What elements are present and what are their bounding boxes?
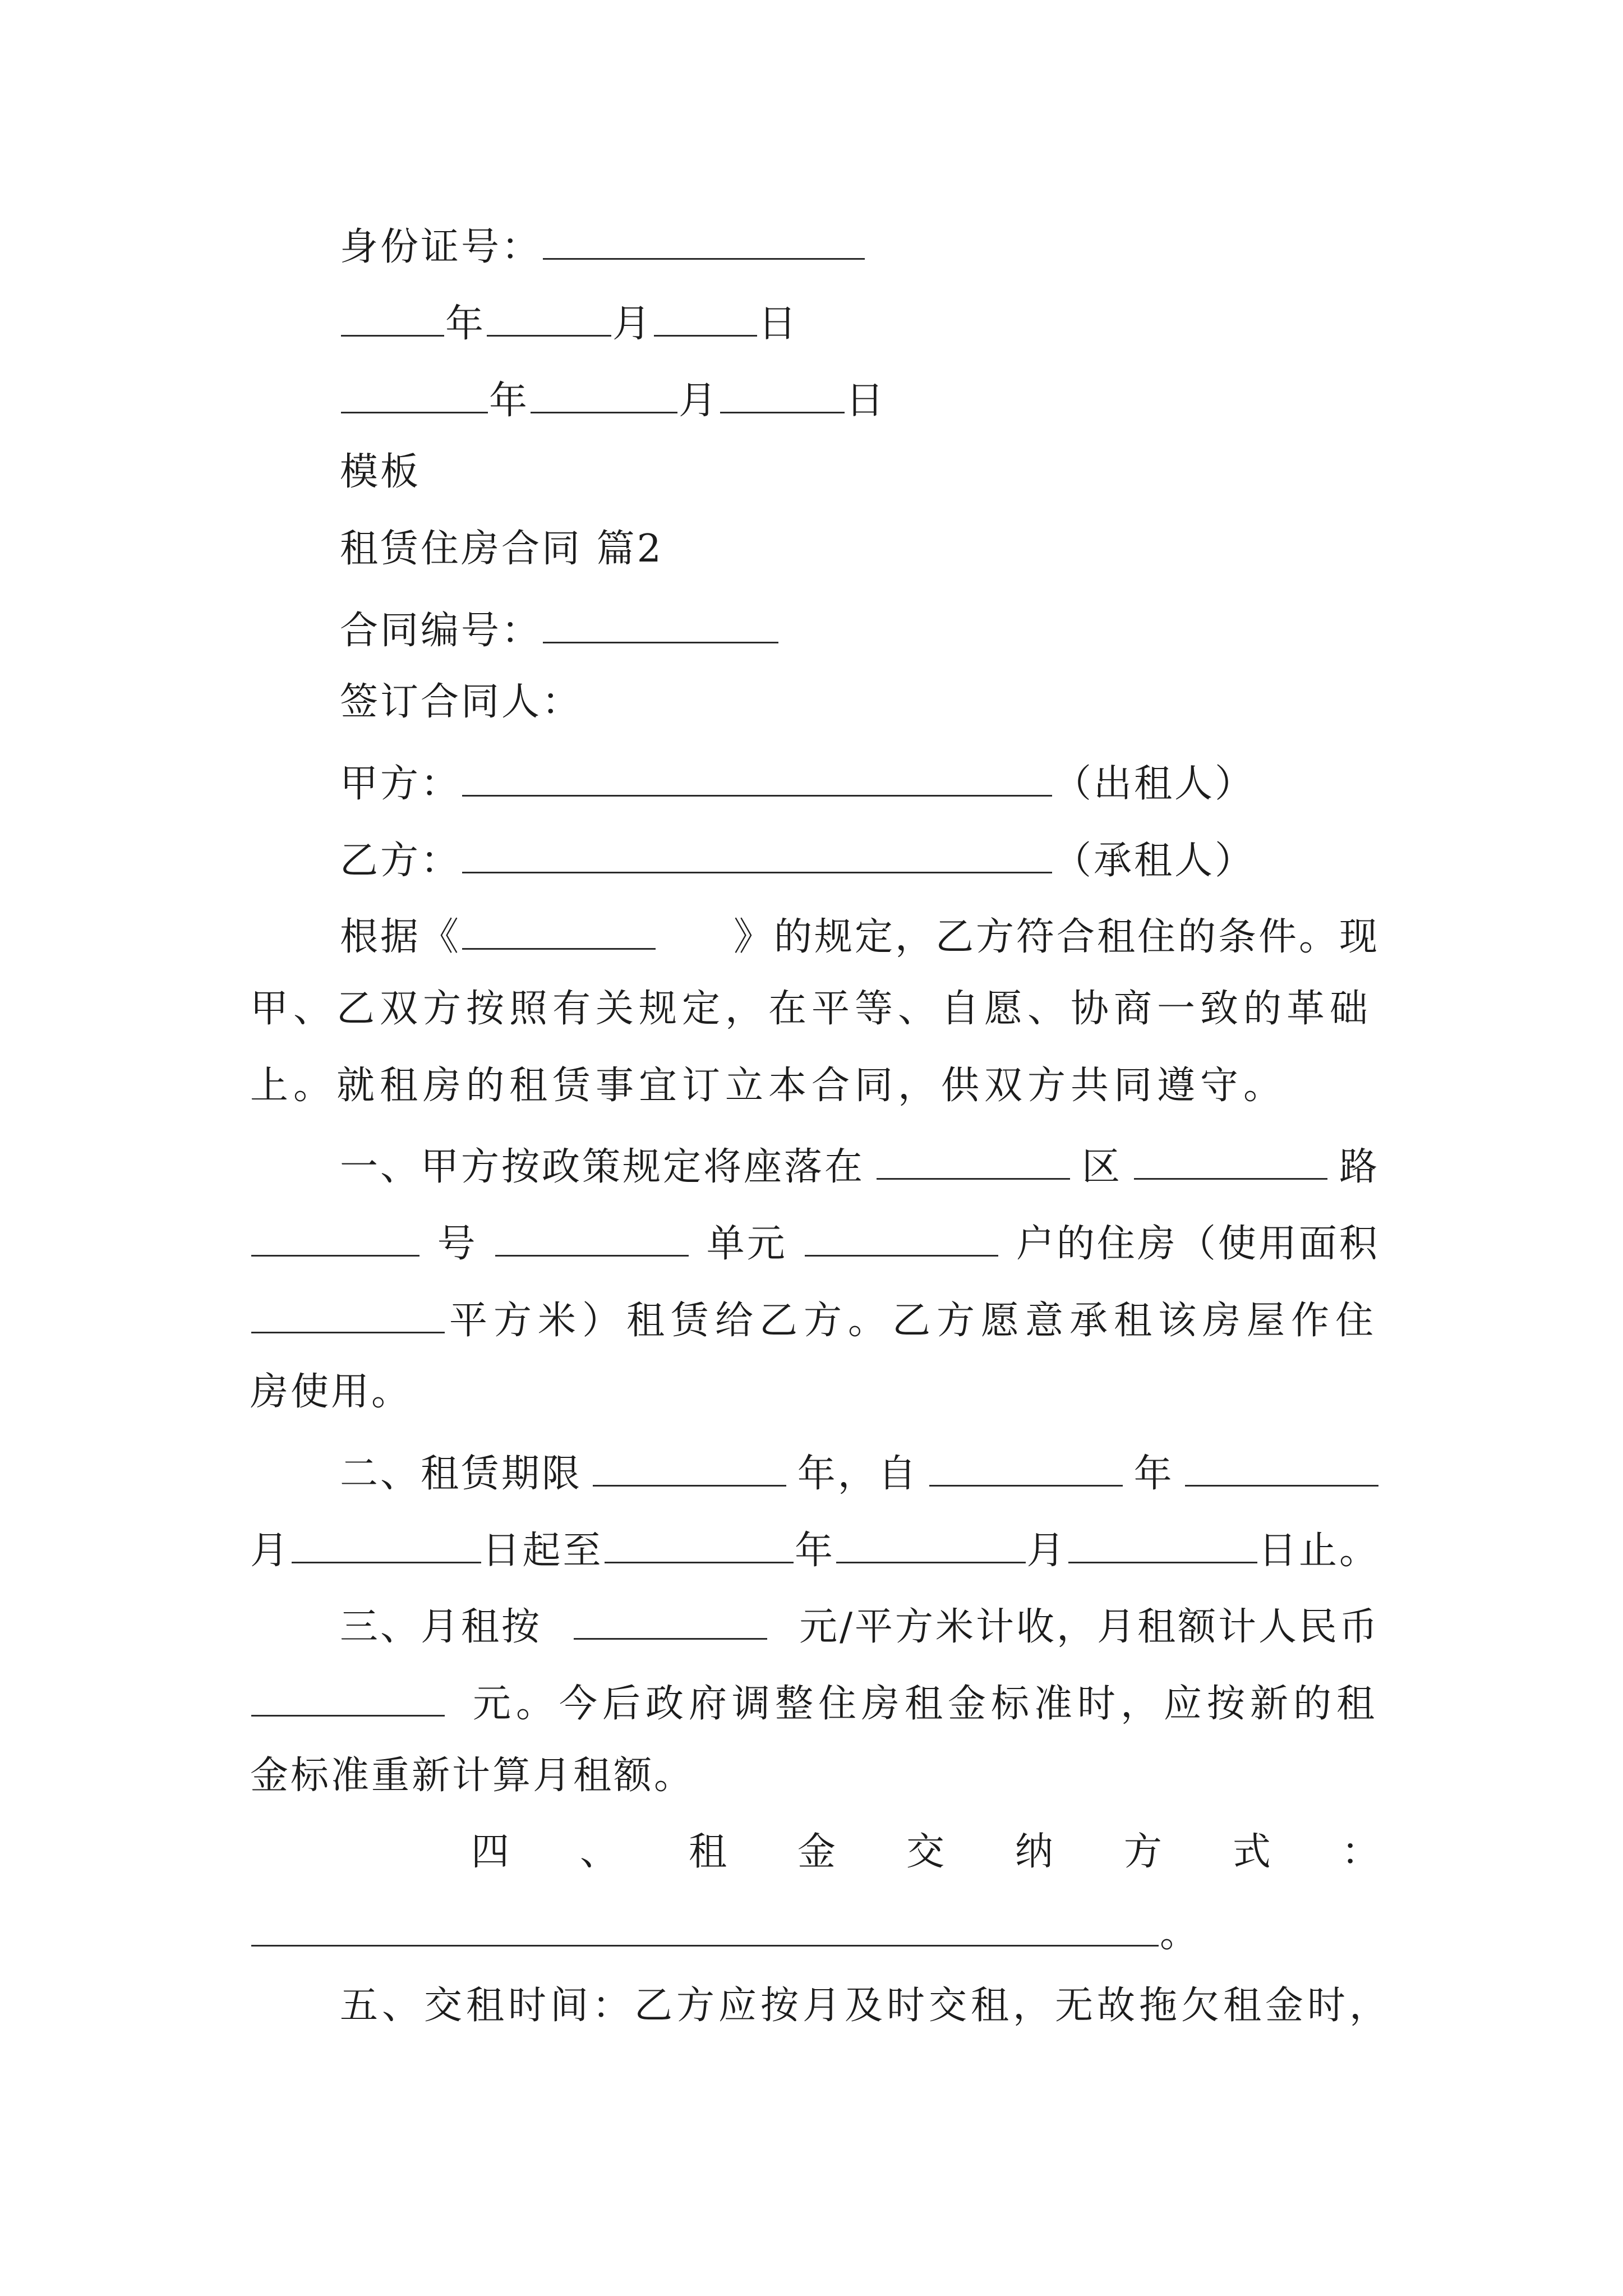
id-number-blank [543, 223, 865, 260]
clause-4-char: ： [1341, 1830, 1380, 1874]
clause-3-line-2 [250, 1680, 1380, 1726]
district-label: 区 [1081, 1145, 1122, 1189]
year-label: 年 [489, 379, 530, 423]
clause-2-line-1 [340, 1450, 1380, 1496]
basis-suffix: 》的规定，乙方符合租住的条件。现 [733, 915, 1380, 959]
clause-4-char: 金 [797, 1830, 836, 1874]
clause-4-char: 交 [906, 1830, 944, 1874]
clause-4-char: 四 [471, 1830, 510, 1874]
end-year-blank [605, 1527, 794, 1563]
contract-number-label: 合同编号： [340, 609, 542, 653]
until-label: 日起至 [482, 1529, 603, 1573]
paragraph-basis-line-2 [250, 987, 1380, 1031]
term-years-blank [593, 1450, 786, 1487]
clause-1-line-2 [250, 1220, 1380, 1266]
start-year-label: 年 [1133, 1452, 1174, 1496]
clause-4-char: 租 [688, 1830, 727, 1874]
month-blank [487, 300, 611, 337]
start-month-label: 月 [250, 1529, 291, 1573]
start-day-blank [292, 1527, 481, 1563]
road-label: 路 [1339, 1145, 1380, 1189]
start-month-blank [1185, 1450, 1378, 1487]
district-blank [877, 1143, 1070, 1180]
end-year-label: 年 [795, 1529, 836, 1573]
contract-number-blank [543, 607, 778, 643]
party-a-label: 甲方： [340, 762, 462, 806]
household-text: 户的住房（使用面积 [1016, 1222, 1380, 1266]
contract-title [340, 527, 1469, 571]
clause-4-char: 纳 [1015, 1830, 1053, 1874]
day-label: 日 [846, 379, 887, 423]
basis-text-2: 甲、乙双方按照有关规定，在平等、自愿、协商一致的革础 [250, 987, 1373, 1031]
number-blank [251, 1220, 419, 1257]
month-label: 月 [612, 302, 653, 346]
month-blank [531, 377, 677, 413]
basis-text-3: 上。就租房的租赁事宜订立本合同，供双方共同遵守。 [250, 1064, 1287, 1108]
contract-title-text: 租赁住房合同 篇2 [340, 527, 663, 571]
start-year-blank [929, 1450, 1123, 1487]
id-number-label: 身份证号： [340, 225, 542, 269]
clause-4-end: 。 [1160, 1912, 1201, 1956]
term-label: 二、租赁期限 [340, 1452, 583, 1496]
area-blank [251, 1297, 445, 1333]
signatories-label: 签订合同人： [340, 680, 583, 724]
day-blank [720, 377, 845, 413]
number-label: 号 [437, 1222, 478, 1266]
clause-1-line-4 [250, 1370, 1380, 1414]
end-day-label: 日止。 [1258, 1529, 1380, 1573]
year-blank [341, 300, 444, 337]
clause-4-heading [471, 1830, 1380, 1874]
signatories-line [340, 680, 1469, 724]
clause-5-text: 五、交租时间：乙方应按月及时交租，无故拖欠租金时， [340, 1984, 1392, 2028]
end-month-label: 月 [1026, 1529, 1067, 1573]
clause-3-end: 金标准重新计算月租额。 [250, 1754, 695, 1798]
party-a-blank [462, 760, 1052, 797]
party-a-line [340, 760, 1469, 806]
rent-rate-text: 元/平方米计收，月租额计人民币 [799, 1605, 1380, 1649]
clause-4-char: 式 [1232, 1830, 1271, 1874]
day-label: 日 [758, 302, 799, 346]
party-a-role: （出租人） [1053, 762, 1256, 806]
unit-label: 单元 [706, 1222, 787, 1266]
clause-1-text: 一、甲方按政策规定将座落在 [340, 1145, 865, 1189]
rent-amount-blank [251, 1680, 445, 1717]
unit-blank [495, 1220, 689, 1257]
clause-3-line-1 [340, 1603, 1380, 1649]
clause-3-line-3 [250, 1754, 1380, 1798]
date-line-1 [340, 300, 1469, 346]
rent-rate-blank [574, 1603, 767, 1640]
clause-4-char: 方 [1123, 1830, 1162, 1874]
party-b-label: 乙方： [340, 839, 462, 883]
clause-2-line-2 [250, 1527, 1380, 1573]
household-blank [805, 1220, 998, 1257]
rent-adjust-text: 元。今后政府调整住房租金标准时，应按新的租 [472, 1682, 1380, 1726]
month-label: 月 [679, 379, 720, 423]
clause-1-line-3 [250, 1297, 1380, 1343]
from-label: 年，自 [797, 1452, 919, 1496]
party-b-role: （承租人） [1053, 839, 1256, 883]
basis-prefix: 根据《 [340, 915, 462, 959]
contract-number-line [340, 607, 1469, 653]
template-heading [340, 450, 1469, 494]
clause-4-char: 、 [579, 1830, 618, 1874]
party-b-blank [462, 837, 1052, 873]
template-label: 模板 [340, 450, 421, 494]
day-blank [654, 300, 757, 337]
clause-1-line-1 [340, 1143, 1380, 1189]
clause-5-line-1 [340, 1984, 1469, 2028]
road-blank [1134, 1143, 1327, 1180]
end-day-blank [1068, 1527, 1257, 1563]
paragraph-basis-line-3 [250, 1064, 1380, 1108]
party-b-line [340, 837, 1469, 883]
id-number-line [340, 223, 1469, 269]
year-blank [341, 377, 488, 413]
payment-method-blank [251, 1910, 1159, 1947]
paragraph-basis-line-1 [340, 913, 1380, 959]
clause-1-end: 房使用。 [250, 1370, 412, 1414]
area-text: 平方米）租赁给乙方。乙方愿意承租该房屋作住 [449, 1299, 1380, 1343]
rent-rate-label: 三、月租按 [340, 1605, 542, 1649]
clause-4-line-2 [250, 1910, 1380, 1956]
date-line-2 [340, 377, 1469, 423]
law-name-blank [462, 913, 656, 950]
end-month-blank [836, 1527, 1025, 1563]
year-label: 年 [445, 302, 486, 346]
